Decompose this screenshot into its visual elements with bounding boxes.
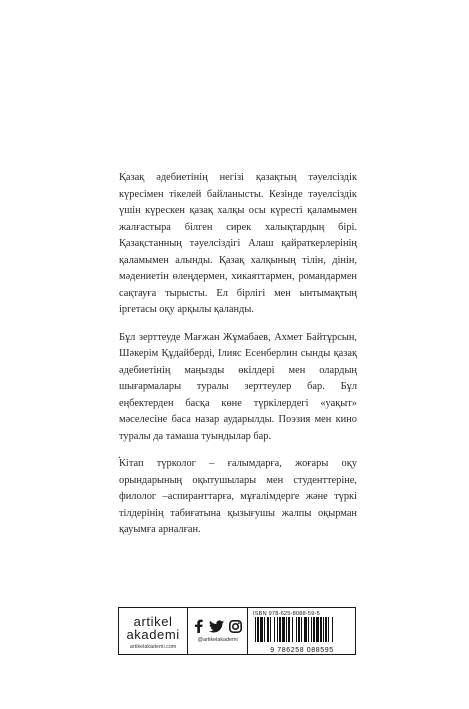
- barcode-bar: [286, 617, 287, 642]
- barcode-bar: [323, 617, 324, 642]
- paragraph-1: Қазақ әдебиетінің негізі қазақтың тәуелсіздік күресімен тікелей байланысты. Кезінде тәуелсіздік үшін күрескен қазақ халқы осы күресті қаламымен жалғастыра білген сирек халықтардың бірі. Қазақстанның тәуелсіздігі Алаш қайраткерлерінің қаламымен алынды. Қазақ халқының тілін, дінін, мәдениетін өлеңдермен, хикаяттармен, романдармен сақтауға тырысты. Ел бірлігі мен ынтымақтың іргетасы оқу арқылы қаланды.: [119, 172, 357, 315]
- barcode-bar: [267, 617, 269, 642]
- barcode-bar: [332, 617, 333, 642]
- barcode-bar: [328, 617, 329, 642]
- facebook-icon: [193, 619, 204, 633]
- barcode-bar: [292, 617, 293, 642]
- social-handle: @artikelakademi: [197, 637, 238, 643]
- barcode-bar: [274, 617, 275, 642]
- paragraph-2: Бұл зерттеуде Мағжан Жұмабаев, Ахмет Байтұрсын, Шәкерім Құдайберді, Ілияс Есенберлин сынды қазақ әдебиетінің маңызды өкілдері мен олардың шығармалары туралы зерттеулер бар. Бұл еңбектерден басқа көне түркілердегі «уақыт» мәселесіне баса назар аударылды. Поэзия мен кино туралы да тамаша туындылар бар.: [119, 331, 357, 442]
- barcode-bar: [255, 617, 256, 642]
- instagram-icon: [229, 620, 242, 633]
- barcode-bar: [279, 617, 281, 642]
- logo-line-artikel: artikel: [133, 613, 173, 629]
- publisher-info-bar: [118, 607, 356, 655]
- barcode-bar: [260, 617, 263, 642]
- paragraph-3: Кітап түрколог – ғалымдарға, жоғары оқу орындарының оқытушылары мен студенттеріне, филолог –аспиранттарға, мұғалімдерге және түркі тілдерінің табиғатына қызығушы жалпы оқырман қауымға арналған.: [119, 458, 357, 535]
- stray-dot: .: [118, 447, 121, 461]
- isbn-label: ISBN 978-625-8088-59-5: [253, 611, 320, 617]
- barcode-bar: [296, 617, 297, 642]
- social-icons: [193, 619, 242, 633]
- barcode-bar: [304, 617, 307, 642]
- barcode-bar: [308, 617, 309, 642]
- barcode-bar: [301, 617, 302, 642]
- barcode-bar: [311, 617, 312, 642]
- twitter-icon: [209, 620, 224, 633]
- logo-line-akademi: akademi: [126, 626, 180, 642]
- barcode-bar: [264, 617, 265, 642]
- publisher-website: artikelakademi.com: [129, 643, 177, 650]
- barcode-bar: [257, 617, 259, 642]
- barcode-bar: [277, 617, 278, 642]
- barcode-bar: [320, 617, 322, 642]
- barcode-bar: [270, 617, 271, 642]
- social-block: [188, 608, 248, 654]
- publisher-logo: [119, 608, 188, 654]
- isbn-barcode: [253, 617, 351, 647]
- barcode-bar: [288, 617, 290, 642]
- isbn-barcode-number: 9 786258 088595: [270, 647, 334, 654]
- barcode-bar: [313, 617, 315, 642]
- barcode-bar: [316, 617, 319, 642]
- barcode-bar: [325, 617, 327, 642]
- isbn-block: [248, 608, 355, 654]
- back-cover-text: [119, 170, 357, 550]
- barcode-bar: [282, 617, 285, 642]
- barcode-bar: [298, 617, 300, 642]
